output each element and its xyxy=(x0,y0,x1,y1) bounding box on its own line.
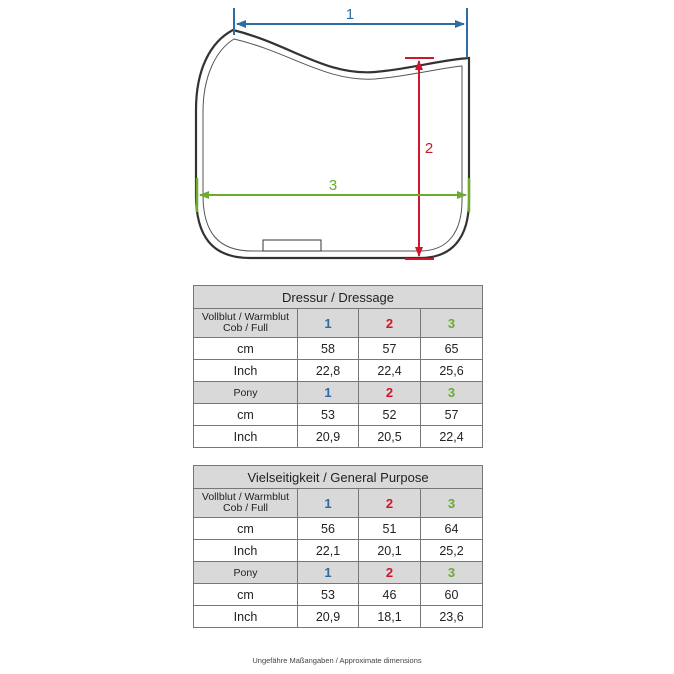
value-cell: 25,2 xyxy=(421,540,483,562)
unit-cell: cm xyxy=(194,518,298,540)
header-2: 2 xyxy=(359,382,421,404)
unit-cell: Inch xyxy=(194,426,298,448)
value-cell: 60 xyxy=(421,584,483,606)
table-row xyxy=(194,518,483,540)
value-cell: 23,6 xyxy=(421,606,483,628)
table-row xyxy=(194,606,483,628)
general-purpose-size-table xyxy=(193,465,483,628)
value-cell: 22,4 xyxy=(421,426,483,448)
table-row xyxy=(194,404,483,426)
table-row xyxy=(194,540,483,562)
value-cell: 64 xyxy=(421,518,483,540)
value-cell: 20,5 xyxy=(359,426,421,448)
measurement-2-label: 2 xyxy=(424,140,434,157)
group-label: Pony xyxy=(194,562,298,584)
saddle-pad-diagram xyxy=(0,0,674,270)
dressage-size-table xyxy=(193,285,483,448)
unit-cell: cm xyxy=(194,338,298,360)
value-cell: 51 xyxy=(359,518,421,540)
table-title: Dressur / Dressage xyxy=(194,286,483,309)
header-3: 3 xyxy=(421,489,483,518)
value-cell: 46 xyxy=(359,584,421,606)
value-cell: 22,4 xyxy=(359,360,421,382)
header-1: 1 xyxy=(298,489,359,518)
unit-cell: Inch xyxy=(194,606,298,628)
table-row xyxy=(194,338,483,360)
unit-cell: Inch xyxy=(194,540,298,562)
group-label: Pony xyxy=(194,382,298,404)
unit-cell: cm xyxy=(194,404,298,426)
group-label: Vollblut / Warmblut Cob / Full xyxy=(194,309,298,338)
measurement-3 xyxy=(197,177,469,212)
value-cell: 22,8 xyxy=(298,360,359,382)
value-cell: 20,9 xyxy=(298,426,359,448)
value-cell: 53 xyxy=(298,404,359,426)
unit-cell: cm xyxy=(194,584,298,606)
header-3: 3 xyxy=(421,382,483,404)
value-cell: 57 xyxy=(359,338,421,360)
header-2: 2 xyxy=(359,309,421,338)
header-2: 2 xyxy=(359,562,421,584)
value-cell: 20,1 xyxy=(359,540,421,562)
measurement-2 xyxy=(405,58,434,259)
value-cell: 52 xyxy=(359,404,421,426)
table-row xyxy=(194,584,483,606)
header-3: 3 xyxy=(421,309,483,338)
header-1: 1 xyxy=(298,309,359,338)
value-cell: 65 xyxy=(421,338,483,360)
table-title: Vielseitigkeit / General Purpose xyxy=(194,466,483,489)
footnote: Ungefähre Maßangaben / Approximate dimensions xyxy=(252,656,422,665)
value-cell: 57 xyxy=(421,404,483,426)
value-cell: 58 xyxy=(298,338,359,360)
group-label: Vollblut / Warmblut Cob / Full xyxy=(194,489,298,518)
value-cell: 20,9 xyxy=(298,606,359,628)
value-cell: 18,1 xyxy=(359,606,421,628)
measurement-1-label: 1 xyxy=(345,6,355,23)
value-cell: 56 xyxy=(298,518,359,540)
measurement-3-label: 3 xyxy=(328,177,338,194)
table-row xyxy=(194,426,483,448)
header-1: 1 xyxy=(298,562,359,584)
header-2: 2 xyxy=(359,489,421,518)
header-1: 1 xyxy=(298,382,359,404)
value-cell: 53 xyxy=(298,584,359,606)
unit-cell: Inch xyxy=(194,360,298,382)
header-3: 3 xyxy=(421,562,483,584)
value-cell: 22,1 xyxy=(298,540,359,562)
value-cell: 25,6 xyxy=(421,360,483,382)
table-row xyxy=(194,360,483,382)
